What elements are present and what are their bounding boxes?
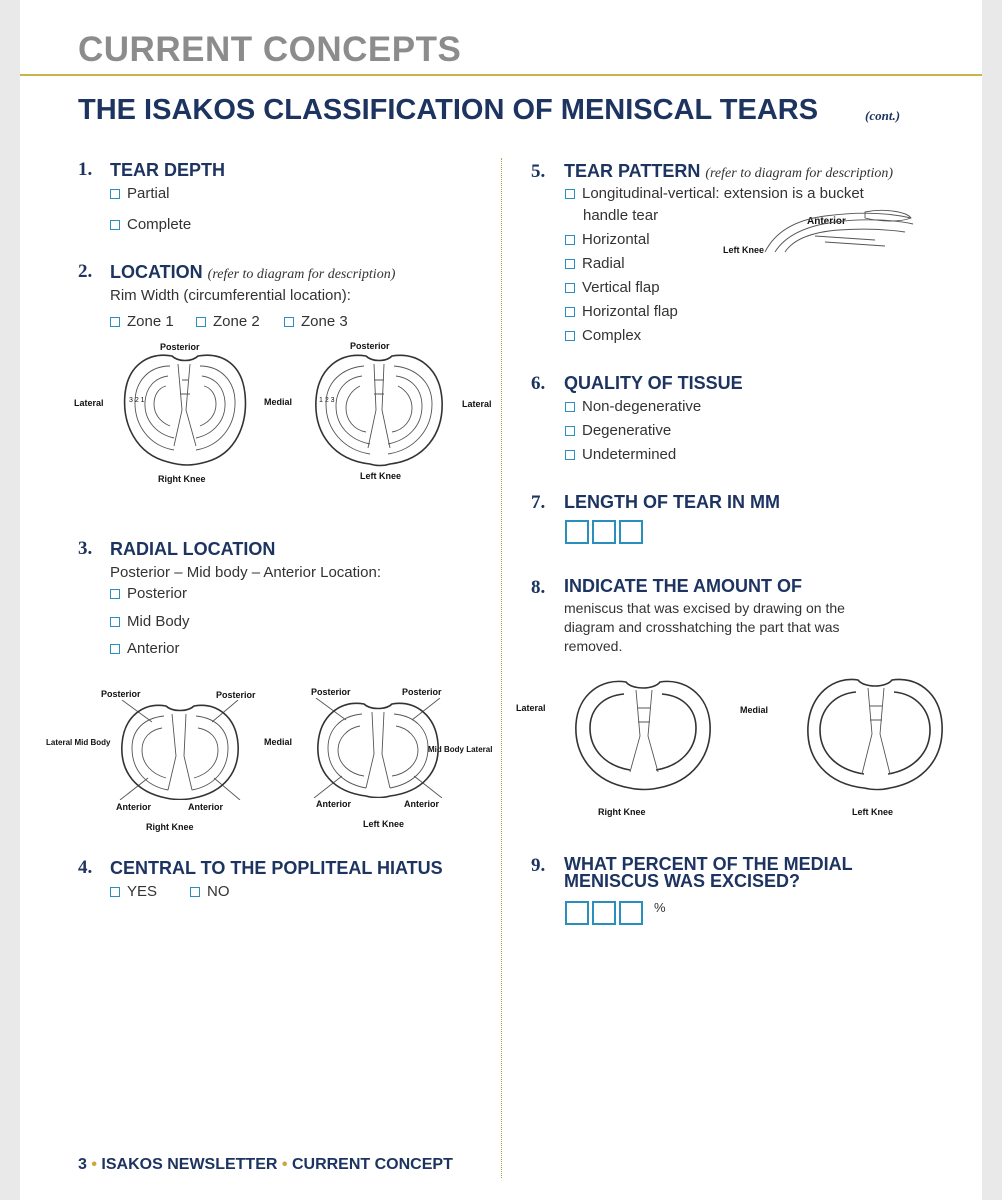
checkbox[interactable] xyxy=(565,331,575,341)
left-knee-radial-diagram xyxy=(308,698,448,798)
option-label: Non-degenerative xyxy=(582,398,702,415)
tear-pattern-diagram xyxy=(755,208,915,256)
s2-note: (refer to diagram for description) xyxy=(207,267,396,282)
newsletter-page xyxy=(20,0,982,1200)
checkbox[interactable] xyxy=(565,235,575,245)
footer-publication: ISAKOS NEWSLETTER xyxy=(101,1156,278,1173)
s6-option-undetermined[interactable] xyxy=(565,446,676,463)
left-knee-zone-diagram xyxy=(312,350,446,468)
checkbox[interactable] xyxy=(110,589,120,599)
checkbox[interactable] xyxy=(110,189,120,199)
option-label: Complex xyxy=(582,327,642,344)
length-digit-box-3[interactable] xyxy=(619,520,643,544)
s2-label-posterior-left: Posterior xyxy=(350,341,390,351)
s8-body xyxy=(564,599,845,656)
checkbox[interactable] xyxy=(110,317,120,327)
s9-title xyxy=(564,856,853,890)
checkbox[interactable] xyxy=(565,283,575,293)
s3-label-medial: Medial xyxy=(264,737,293,747)
checkbox[interactable] xyxy=(110,617,120,627)
s2-subtitle: Rim Width (circumferential location): xyxy=(110,287,351,304)
s8-title: INDICATE THE AMOUNT OF xyxy=(564,576,802,596)
option-label: Zone 3 xyxy=(301,313,348,330)
checkbox[interactable] xyxy=(284,317,294,327)
s7-title: LENGTH OF TEAR IN MM xyxy=(564,492,780,512)
option-label: Longitudinal-vertical: extension is a bucket xyxy=(582,185,864,202)
option-label: Zone 2 xyxy=(213,313,260,330)
s8-number: 8. xyxy=(531,577,546,598)
s1-option-complete[interactable] xyxy=(110,216,191,233)
s8-label-lateral: Lateral xyxy=(516,703,546,713)
s7-length-boxes xyxy=(565,520,646,549)
option-label: Vertical flap xyxy=(582,279,660,296)
checkbox[interactable] xyxy=(196,317,206,327)
s3-number: 3. xyxy=(78,538,93,559)
s1-option-partial[interactable] xyxy=(110,185,170,202)
s3-label-posterior-1: Posterior xyxy=(101,689,141,699)
s3-label-anterior-3: Anterior xyxy=(316,799,352,809)
s3-label-right-knee: Right Knee xyxy=(146,822,194,832)
page-footer xyxy=(78,1156,453,1174)
checkbox[interactable] xyxy=(565,189,575,199)
left-knee-drawing-diagram[interactable] xyxy=(802,674,948,794)
s2-number: 2. xyxy=(78,261,93,282)
s2-zone-1[interactable] xyxy=(110,313,174,330)
s4-option-yes[interactable] xyxy=(110,883,157,900)
s8-body-line-2: diagram and crosshatching the part that was xyxy=(564,619,840,635)
s3-label-posterior-4: Posterior xyxy=(402,687,442,697)
footer-page-number: 3 xyxy=(78,1156,87,1173)
option-label: Horizontal xyxy=(582,231,650,248)
right-knee-radial-diagram xyxy=(112,700,248,800)
s1-title: TEAR DEPTH xyxy=(110,160,226,180)
s7-number: 7. xyxy=(531,492,546,513)
s2-label-lateral-a: Lateral xyxy=(74,398,104,408)
option-label: NO xyxy=(207,883,230,900)
s2-title xyxy=(110,262,395,283)
s5-label-anterior: Anterior xyxy=(807,216,846,227)
option-label: Complete xyxy=(127,216,192,233)
s2-title-text: LOCATION xyxy=(110,262,203,282)
s2-label-posterior-right: Posterior xyxy=(160,342,200,352)
option-label: Posterior xyxy=(127,585,188,602)
s9-title-line-1: WHAT PERCENT OF THE MEDIAL xyxy=(564,854,853,874)
s3-title: RADIAL LOCATION xyxy=(110,539,276,559)
percent-digit-box-2[interactable] xyxy=(592,901,616,925)
s2-zone-nums-left: 1 2 3 xyxy=(319,397,335,404)
column-divider xyxy=(501,158,502,1178)
s8-body-line-3: removed. xyxy=(564,638,623,654)
s8-label-right-knee: Right Knee xyxy=(598,807,646,817)
s5-number: 5. xyxy=(531,161,546,182)
s3-label-posterior-3: Posterior xyxy=(311,687,351,697)
option-label: YES xyxy=(127,883,158,900)
option-label: Anterior xyxy=(127,640,180,657)
s3-label-lateral-midbody: Lateral Mid Body xyxy=(46,738,111,747)
length-digit-box-1[interactable] xyxy=(565,520,589,544)
s5-option-radial[interactable] xyxy=(565,255,625,272)
s6-number: 6. xyxy=(531,373,546,394)
option-label: Mid Body xyxy=(127,613,190,630)
s9-percent-unit: % xyxy=(654,900,666,915)
s9-percent-boxes xyxy=(565,901,646,930)
s5-note: (refer to diagram for description) xyxy=(705,166,894,181)
s3-option-posterior[interactable] xyxy=(110,585,187,602)
footer-section: CURRENT CONCEPT xyxy=(291,1156,453,1173)
option-label: Undetermined xyxy=(582,446,677,463)
option-label: Degenerative xyxy=(582,422,672,439)
checkbox[interactable] xyxy=(565,307,575,317)
checkbox[interactable] xyxy=(110,220,120,230)
section-header: CURRENT CONCEPTS xyxy=(78,30,462,69)
right-knee-zone-diagram xyxy=(120,350,250,468)
page-title: THE ISAKOS CLASSIFICATION OF MENISCAL TEARS xyxy=(78,94,819,126)
s2-zone-2[interactable] xyxy=(196,313,260,330)
s2-label-lateral-b: Lateral xyxy=(462,399,492,409)
s5-title-text: TEAR PATTERN xyxy=(564,161,701,181)
s3-option-mid-body[interactable] xyxy=(110,613,190,630)
option-label: Zone 1 xyxy=(127,313,174,330)
option-label: Horizontal flap xyxy=(582,303,678,320)
right-knee-drawing-diagram[interactable] xyxy=(568,676,718,796)
s3-option-anterior[interactable] xyxy=(110,640,180,657)
s6-title: QUALITY OF TISSUE xyxy=(564,373,743,393)
s4-number: 4. xyxy=(78,857,93,878)
header-rule xyxy=(20,74,982,76)
s5-option-vertical-flap[interactable] xyxy=(565,279,660,296)
checkbox[interactable] xyxy=(190,887,200,897)
checkbox[interactable] xyxy=(565,426,575,436)
s5-title xyxy=(564,161,893,182)
s3-label-left-knee: Left Knee xyxy=(363,819,405,829)
s8-label-left-knee: Left Knee xyxy=(852,807,894,817)
s4-option-no[interactable] xyxy=(190,883,230,900)
s3-label-anterior-1: Anterior xyxy=(116,802,152,812)
option-label: Partial xyxy=(127,185,170,202)
percent-digit-box-1[interactable] xyxy=(565,901,589,925)
footer-bullet: • xyxy=(281,1156,288,1173)
s3-label-anterior-2: Anterior xyxy=(188,802,224,812)
s6-option-degenerative[interactable] xyxy=(565,422,671,439)
s3-label-anterior-4: Anterior xyxy=(404,799,440,809)
percent-digit-box-3[interactable] xyxy=(619,901,643,925)
s8-body-line-1: meniscus that was excised by drawing on the xyxy=(564,600,845,616)
s3-subtitle: Posterior – Mid body – Anterior Location: xyxy=(110,564,381,581)
s4-title: CENTRAL TO THE POPLITEAL HIATUS xyxy=(110,858,443,878)
checkbox[interactable] xyxy=(110,644,120,654)
continued-note: (cont.) xyxy=(865,108,901,123)
s9-number: 9. xyxy=(531,855,546,876)
length-digit-box-2[interactable] xyxy=(592,520,616,544)
checkbox[interactable] xyxy=(110,887,120,897)
s2-zone-3[interactable] xyxy=(284,313,348,330)
checkbox[interactable] xyxy=(565,259,575,269)
option-label: Radial xyxy=(582,255,625,272)
s5-option-horizontal[interactable] xyxy=(565,231,650,248)
s2-zone-nums-right: 3 2 1 xyxy=(129,397,145,404)
s9-title-line-2: MENISCUS WAS EXCISED? xyxy=(564,871,801,891)
s5-option-horizontal-flap[interactable] xyxy=(565,303,678,320)
s5-option-longitudinal-cont: handle tear xyxy=(583,207,659,224)
checkbox[interactable] xyxy=(565,450,575,460)
s6-option-non-degenerative[interactable] xyxy=(565,398,701,415)
s2-label-right-knee: Right Knee xyxy=(158,474,206,484)
s1-number: 1. xyxy=(78,159,93,180)
s3-label-midbody-lateral: Mid Body Lateral xyxy=(428,745,493,754)
s2-label-medial: Medial xyxy=(264,397,293,407)
s8-label-medial: Medial xyxy=(740,705,769,715)
checkbox[interactable] xyxy=(565,402,575,412)
s2-label-left-knee: Left Knee xyxy=(360,471,402,481)
footer-bullet: • xyxy=(91,1156,97,1173)
s5-label-left-knee: Left Knee xyxy=(723,245,765,255)
s5-option-complex[interactable] xyxy=(565,327,641,344)
s3-label-posterior-2: Posterior xyxy=(216,690,256,700)
s5-option-longitudinal[interactable] xyxy=(565,185,864,202)
